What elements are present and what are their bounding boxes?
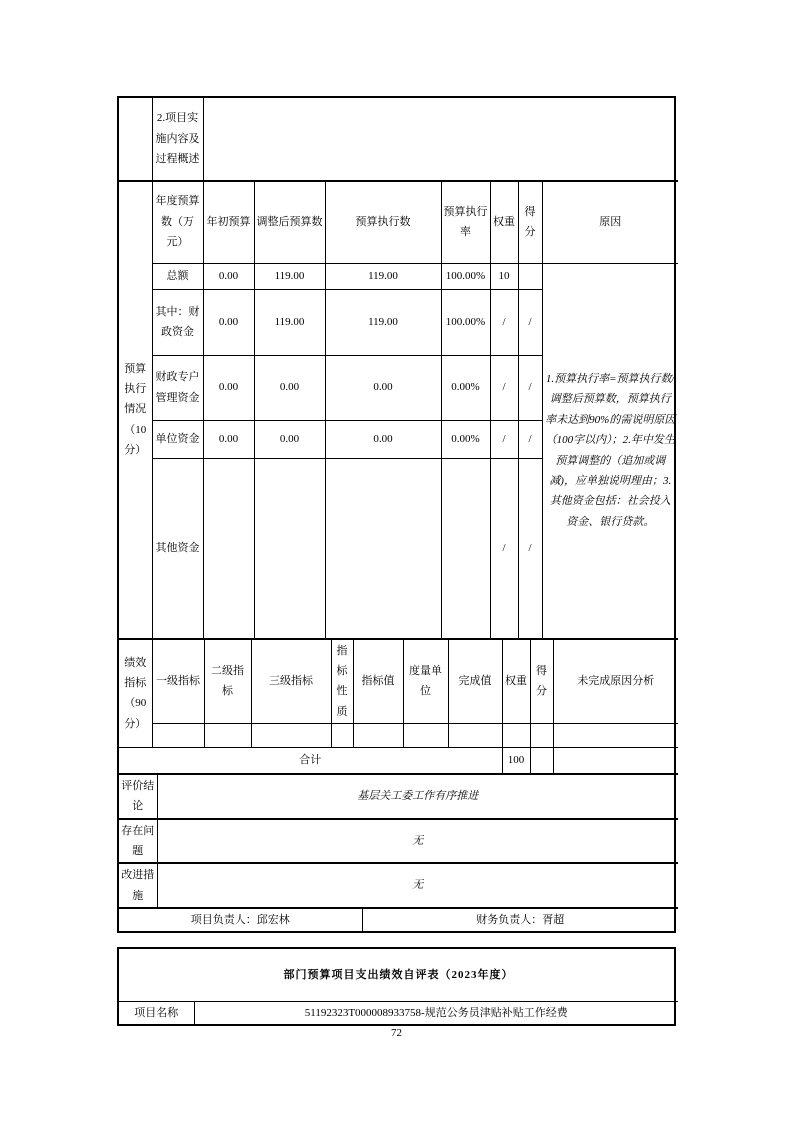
side-label-empty-cell [119,98,152,180]
budget-header-reason: 原因 [542,181,678,263]
perf-header-unit: 度量单位 [403,639,448,723]
perf-cell-score [530,723,553,747]
budget-header-score: 得分 [518,181,542,263]
budget-cell-executed: 119.00 [325,289,441,355]
budget-header-adjusted: 调整后预算数 [254,181,325,263]
budget-cell-weight: / [490,420,518,458]
perf-header-score: 得分 [530,639,553,723]
perf-empty-row [119,723,678,747]
budget-row-label: 其中：财政资金 [152,289,203,355]
perf-total-score [530,747,553,773]
conclusion-row [119,774,678,819]
budget-cell-initial: 0.00 [203,355,254,420]
budget-cell-score: / [518,355,542,420]
problems-row [119,819,678,864]
perf-total-row [119,747,678,773]
perf-header-analysis: 未完成原因分析 [553,639,678,723]
budget-cell-weight: / [490,355,518,420]
perf-header-level2: 二级指标 [204,639,251,723]
budget-cell-executed: 0.00 [325,420,441,458]
form-title: 部门预算项目支出绩效自评表（2023年度） [119,949,678,1001]
budget-cell-rate: 0.00% [441,420,490,458]
perf-cell-weight [502,723,530,747]
budget-cell-adjusted: 119.00 [254,263,325,289]
budget-row-total [119,263,678,289]
next-form-title-section [119,949,678,1024]
budget-cell-initial: 0.00 [203,420,254,458]
budget-reason-note: 1.预算执行率=预算执行数/调整后预算数，预算执行率未达到90%的需说明原因（100字以内）；2.年中发生预算调整的（追加或调减)，应单独说明理由；3.其他资金包括：社会投入资金、银行贷款。 [542,263,678,638]
improvement-label: 改进措施 [119,864,157,908]
budget-cell-executed [325,458,441,638]
perf-header-level3: 三级指标 [251,639,331,723]
signature-row [119,908,678,931]
improvement-row [119,863,678,908]
page-number: 72 [391,1027,402,1039]
budget-cell-score: / [518,420,542,458]
self-evaluation-table [117,96,676,933]
budget-cell-adjusted [254,458,325,638]
budget-cell-initial [203,458,254,638]
next-form-table [117,947,676,1026]
budget-cell-executed: 119.00 [325,263,441,289]
perf-cell-level1 [152,723,204,747]
budget-row-label: 单位资金 [152,420,203,458]
perf-cell-level2 [204,723,251,747]
budget-cell-rate: 100.00% [441,263,490,289]
perf-cell-nature [331,723,353,747]
perf-header-done: 完成值 [448,639,502,723]
implementation-overview-section [119,98,678,181]
budget-header-initial: 年初预算 [203,181,254,263]
perf-cell-unit [403,723,448,747]
budget-header-annual: 年度预算数（万元） [152,181,203,263]
perf-total-analysis [553,747,678,773]
perf-cell-level3 [251,723,331,747]
perf-cell-analysis [553,723,678,747]
budget-cell-initial: 0.00 [203,289,254,355]
improvement-content: 无 [157,864,678,908]
budget-cell-score: / [518,458,542,638]
budget-header-weight: 权重 [490,181,518,263]
budget-cell-score: / [518,289,542,355]
budget-header-rate: 预算执行率 [441,181,490,263]
budget-cell-executed: 0.00 [325,355,441,420]
perf-cell-done [448,723,502,747]
budget-execution-section [119,181,678,639]
perf-header-value: 指标值 [353,639,403,723]
budget-cell-initial: 0.00 [203,263,254,289]
budget-row-label: 财政专户管理资金 [152,355,203,420]
budget-cell-weight: / [490,458,518,638]
budget-cell-adjusted: 119.00 [254,289,325,355]
budget-cell-score [518,263,542,289]
perf-header-level1: 一级指标 [152,639,204,723]
budget-cell-adjusted: 0.00 [254,355,325,420]
budget-cell-rate: 0.00% [441,355,490,420]
implementation-overview-label: 2.项目实施内容及过程概述 [152,98,203,180]
budget-cell-weight: / [490,289,518,355]
perf-cell-value [353,723,403,747]
budget-row-label: 总额 [152,263,203,289]
perf-section-side-label: 绩效指标（90分） [119,639,152,747]
budget-cell-rate [441,458,490,638]
problems-label: 存在问题 [119,819,157,863]
problems-content: 无 [157,819,678,863]
budget-row-label: 其他资金 [152,458,203,638]
conclusion-content: 基层关工委工作有序推进 [157,774,678,818]
project-name-value: 51192323T000008933758-规范公务员津贴补贴工作经费 [194,1001,678,1024]
implementation-overview-content [203,98,678,180]
budget-cell-adjusted: 0.00 [254,420,325,458]
budget-section-side-label: 预算执行情况（10分） [119,181,152,638]
perf-header-weight: 权重 [502,639,530,723]
perf-header-nature: 指标性质 [331,639,353,723]
project-lead: 项目负责人：邱宏林 [119,908,362,931]
performance-indicator-section [119,639,678,774]
budget-header-executed: 预算执行数 [325,181,441,263]
finance-lead: 财务负责人：胥超 [362,908,678,931]
budget-cell-weight: 10 [490,263,518,289]
perf-total-label: 合计 [119,747,502,773]
perf-total-weight: 100 [502,747,530,773]
budget-cell-rate: 100.00% [441,289,490,355]
conclusion-label: 评价结论 [119,774,157,818]
project-name-label: 项目名称 [119,1001,194,1024]
